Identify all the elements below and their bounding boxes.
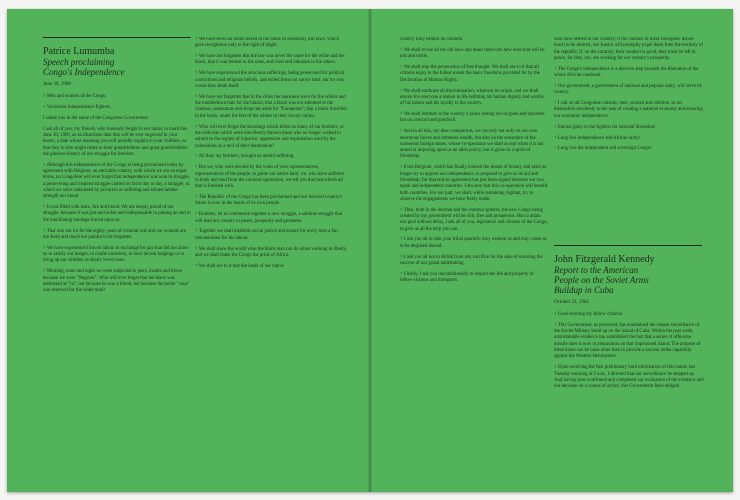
paragraph: > Men and women of the Congo, xyxy=(43,94,107,99)
speech2-date: October 22, 1962 xyxy=(554,300,589,305)
paragraph: > We have not forgotten that the law was never the same for the white and the black, that it was lenient to the ones, and cruel and inhuman to the others. xyxy=(195,54,345,66)
paragraph: > We shall see to it that the lands of our native xyxy=(195,263,284,269)
page-fold xyxy=(368,9,372,492)
book-spread xyxy=(7,9,733,492)
left-page-column-2 xyxy=(195,37,347,275)
paragraph: > That was our lot for the eighty years of colonial rule and our wounds are too fresh and much too painful to be forgotten. xyxy=(43,228,186,240)
paragraph: > This Government, as promised, has maintained the closest surveillance of the Soviet Military build up on the island of Cuba. Within the past week, unmistakable evidence has established the fact that a series of offensive missile sites is now in preparation on that imprisoned island. The purpose of these bases can be none other than to provide a nuclear strike capability against the Western Hemisphere. xyxy=(554,322,701,360)
speech2-title-line: Report to the American xyxy=(554,265,639,275)
paragraph: > Even Belgium, which has finally learned the lesson of history and need no longer try to oppose our independence, is prepared to give us its aid and friendship; for that end an agreement has just been signed between our two equal and independent countries. I am sure that this co-operation will benefit both countries. For our part, we shall, while remaining vigilant, try to observe the engagements we have freely made. xyxy=(400,165,548,202)
paragraph: > All that, my brothers, brought us untold suffering. xyxy=(195,154,295,160)
paragraph: > Eternal glory to the fighters for national liberation! xyxy=(554,124,656,130)
paragraph: > We shall show the world what the black man can do when working in liberty, and we shall make the Congo the pride of Africa. xyxy=(195,246,347,258)
paragraph: > I call on all Congolese citizens, men, women and children, to set themselves resolutely to the task of creating a national economy and ensuring our economic independence. xyxy=(554,101,703,119)
speech1-title-line: Speech proclaiming xyxy=(43,57,115,67)
paragraph: > We shall eradicate all discrimination, whatever its origin, and we shall ensure for everyone a station in life befitting his human dignity and worthy of his labour and his loyalty to the country. xyxy=(400,88,545,107)
paragraph: > Victorious independence fighters, xyxy=(43,104,112,110)
paragraph: > I ask you all to sink your tribal quarrels: they weaken us and may cause us to be despised abroad. xyxy=(400,237,547,249)
paragraph: > We have seen our lands seized in the name of ostensibly just laws, which gave recognition only to the right of might. xyxy=(195,37,339,49)
paragraph: > Together we shall establish social justice and ensure for every man a fair remuneration for his labour. xyxy=(195,229,339,241)
left-page-column-1 xyxy=(43,37,191,299)
paragraph: > Finally, I ask you unconditionally to respect the life and property of fellow-citizens and foreigners xyxy=(400,271,534,284)
paragraph: > We have not forgotten that in the cities the mansions were for the whites and the tumbledown huts for the blacks; that a black was not admitted to the cinemas, restaurants and shops set aside for "Europeans"; that a black travelled in the holds, under the feet of the whites in their luxury cabins. xyxy=(195,94,347,119)
paragraph: > We shall stop the persecution of free thought. We shall see to it that all citizens enjoy to the fullest extent the basic freedoms provided for by the Declaration of Human Rights. xyxy=(400,65,540,83)
speech2-title-line: People on the Soviet Arms xyxy=(554,275,649,285)
paragraph: > Upon receiving the first preliminary hard information of this nature last Tuesday morning at 9 a.m., I directed that our surveillance be stepped up. And having now confirmed and completed our evaluation of the evidence and our decision on a course of action, this Government feels obliged xyxy=(554,365,704,390)
paragraph: > Long live independence and African unity! xyxy=(554,135,641,141)
heading-rule xyxy=(554,245,702,246)
speech2-title-line: Buildup in Cuba xyxy=(554,285,614,295)
paragraph: > But we, who were elected by the votes of your representatives, representatives of the people, to guide our native land, we, who have suffered in body and soul from the colonial oppression, we tell you that henceforth all that is finished with. xyxy=(195,165,344,190)
paragraph: I salute you in the name of the Congolese Government. xyxy=(43,115,150,121)
paragraph: > Long live the independent and sovereign Congo! xyxy=(554,146,652,152)
paragraph: > Thus, both in the internal and the external spheres, the new Congo being created by my government will be rich, free and prosperous. But to attain our goal without delay, I ask all of you, legislators and citizens of the Congo, to give us all the help you can. xyxy=(400,207,548,232)
paragraph: > The Congo's independence is a decisive step towards the liberation of the whole African continent. xyxy=(554,66,699,79)
paragraph: > We shall institute in the country a peace resting not on guns and bayonets but on concord and goodwill. xyxy=(400,112,545,124)
paragraph: > The Republic of the Congo has been proclaimed and our beloved country's future is now in the hands of its own people. xyxy=(195,195,343,207)
paragraph: country truly benefit its children. xyxy=(400,37,464,42)
speech2-author: John Fitzgerald Kennedy xyxy=(554,254,655,265)
paragraph: > Although this independence of the Congo is being proclaimed today by agreement with Belgium, an amicable country, with which we are on equal terms, no Congolese will ever forget that independence was won in struggle, a persevering and inspired struggle carried on from day to day, a struggle, in which we were undaunted by privation or suffering and stinted neither strength nor blood. xyxy=(43,162,190,200)
paragraph: > We have experienced forced labour in exchange for pay that did not allow us to satisfy our hunger, to clothe ourselves, to have decent lodgings or to bring up our children as dearly loved ones. xyxy=(43,245,189,264)
paragraph: > And in all this, my dear compatriots, we can rely not only on our own enormous forces and immense wealth, but also on the assistance of the numerous foreign states, whose co-operation we shall accept when it is not aimed at imposing upon us an alien policy, but is given in a spirit of friendship. xyxy=(400,129,544,160)
paragraph: > Who will ever forget the shootings which killed so many of our brothers, or the cells into which were mercilessly thrown those who no longer wished to submit to the regime of injustice, oppression and exploitation used by the colonialists as a tool of their domination? xyxy=(195,124,344,149)
right-page-column-2-speech2 xyxy=(554,245,704,395)
paragraph: > Good evening my fellow citizens: xyxy=(554,312,623,317)
right-page-column-2 xyxy=(554,37,704,247)
paragraph: > Our government, a government of national and popular unity, will serve its country. xyxy=(554,83,702,96)
paragraph: > I ask you all not to shrink from any sacrifice for the sake of ensuring the success of our grand undertaking. xyxy=(400,254,543,266)
paragraph: I ask all of you, my friends, who tirelessly fought in our ranks, to mark this June 30, 1960, as an illustrious date that will be ever engraved in your hearts, a date whose meaning you will proudly explain to your children, so that they in turn might relate to their grandchildren and great-grandchildren the glorious history of our struggle for freedom. xyxy=(43,126,188,157)
speech1-author: Patrice Lumumba xyxy=(43,46,115,57)
paragraph: > It was filled with tears, fire and blood. We are deeply proud of our struggle, because it was just and noble and indispensable in putting an end to the humiliating bondage forced upon us. xyxy=(43,205,191,223)
paragraph: > We shall revise all the old laws and make them into new ones that will be just and noble. xyxy=(400,47,545,60)
paragraph: > Morning, noon and night we were subjected to jeers, insults and blows because we were "Negroes". Who will ever forget that the black was addressed as "tu", not because he was a friend, but because the polite "vous" was reserved for the white man? xyxy=(43,269,190,294)
right-page-column-1 xyxy=(400,37,548,289)
heading-rule xyxy=(43,37,191,38)
paragraph: who have settled in our country; if the conduct of these foreigners leaves much to be desired, our Justice will promptly expel them from the territory of the republic; if, on the contrary, their conduct is good, they must be left in peace, for they, too, are working for our country's prosperity. xyxy=(554,37,703,61)
paragraph: > We have experienced the atrocious sufferings, being persecuted for political convictions and religious beliefs, and exiled from our native land: our lot was worse than death itself. xyxy=(195,71,345,89)
speech1-title-line: Congo's Independence xyxy=(43,67,125,77)
speech1-date: June 30, 1960 xyxy=(43,82,71,87)
paragraph: > Brothers, let us commence together a new struggle, a sublime struggle that will lead our country to peace, prosperity and greatness. xyxy=(195,212,343,224)
